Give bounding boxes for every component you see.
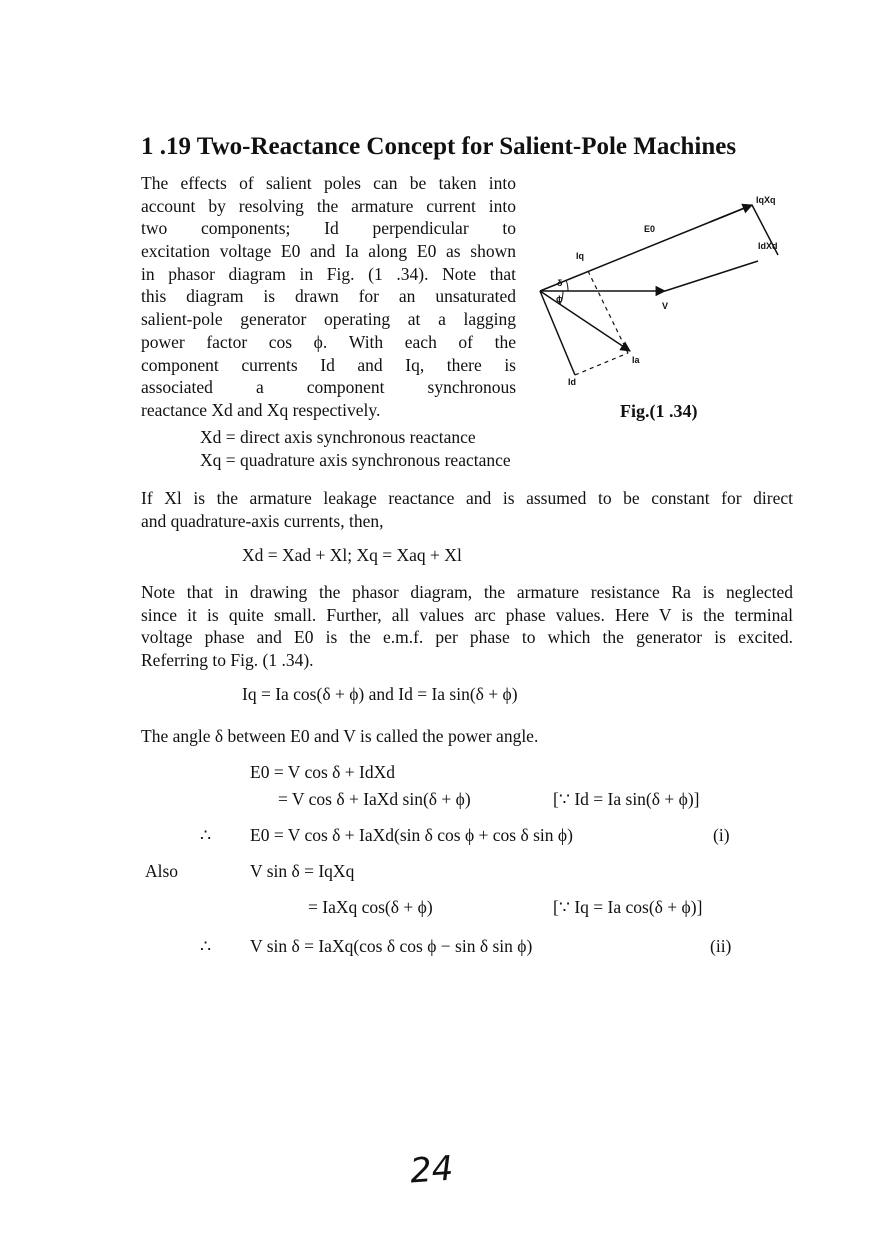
intro-line: this diagram is drawn for an unsaturated [141,286,516,307]
delta-arc [566,280,568,291]
label-idxd: IdXd [758,241,778,251]
section-title: 1 .19 Two-Reactance Concept for Salient-Pole Machines [141,133,737,160]
label-v: V [662,301,669,311]
intro-line: account by resolving the armature current into [141,195,516,216]
intro-line: power factor cos ϕ. With each of the [141,331,516,352]
equation-v-note: [∵ Iq = Ia cos(δ + ϕ)] [553,897,703,917]
figure-caption: Fig.(1 .34) [620,401,698,421]
power-angle-text: The angle δ between E0 and V is called the power angle. [141,726,539,746]
paragraph-line: Note that in drawing the phasor diagram, the armature resistance Ra is neglected [141,582,793,602]
iq-dashed-line [588,271,628,353]
idxd-line-2 [665,261,758,291]
label-iqxq: IqXq [756,195,776,205]
intro-line: excitation voltage E0 and Ia along E0 as shown [141,241,516,262]
label-id: Id [568,377,576,387]
paragraph-line: since it is quite small. Further, all values arc phase values. Here V is the terminal [141,604,793,625]
ia-phasor-line [540,291,630,351]
equation-v-line1: V sin δ = IqXq [250,861,355,881]
equation-e0-line1: E0 = V cos δ + IdXd [250,762,395,782]
definition-xd: Xd = direct axis synchronous reactance [200,427,476,447]
equation-tag-ii: (ii) [710,936,732,956]
therefore-symbol-2: ∴ [200,936,212,956]
equation-e0-line3: E0 = V cos δ + IaXd(sin δ cos ϕ + cos δ sin ϕ) [250,825,573,845]
intro-line: two components; Id perpendicular to [141,218,516,239]
page-number: 24 [408,1148,455,1192]
intro-line: reactance Xd and Xq respectively. [141,399,381,420]
therefore-symbol-1: ∴ [200,825,212,845]
equation-v-line2: = IaXq cos(δ + ϕ) [308,897,433,917]
label-iq: Iq [576,251,584,261]
id-dashed-line [575,353,628,375]
paragraph-line: voltage phase and E0 is the e.m.f. per phase to which the generator is excited. [141,627,793,647]
equation-e0-note: [∵ Id = Ia sin(δ + ϕ)] [553,789,700,809]
intro-paragraph [141,172,516,422]
note-paragraph [141,581,793,671]
intro-line: in phasor diagram in Fig. (1 .34). Note that [141,263,516,284]
equation-e0-line2: = V cos δ + IaXd sin(δ + ϕ) [278,789,471,809]
paragraph-line: Referring to Fig. (1 .34). [141,649,314,670]
phasor-diagram [530,185,800,400]
equation-v-line3: V sin δ = IaXq(cos δ cos ϕ − sin δ sin ϕ) [250,936,533,956]
equation-tag-i: (i) [713,825,730,845]
definition-xq: Xq = quadrature axis synchronous reactance [200,450,511,470]
label-e0: E0 [644,224,656,234]
paragraph-line: and quadrature-axis currents, then, [141,510,384,531]
intro-line: associated a component synchronous [141,377,516,398]
intro-line: component currents Id and Iq, there is [141,354,516,375]
label-ia: Ia [632,355,640,365]
leakage-paragraph [141,487,793,532]
intro-line: salient-pole generator operating at a lagging [141,309,516,330]
intro-line: The effects of salient poles can be taken into [141,173,516,193]
equation-reactance: Xd = Xad + Xl; Xq = Xaq + Xl [242,545,462,565]
label-phi: ϕ [556,294,563,304]
iqxq-phasor-line [710,205,752,222]
also-label: Also [145,861,179,881]
label-delta: δ [557,278,563,288]
equation-currents: Iq = Ia cos(δ + ϕ) and Id = Ia sin(δ + ϕ) [242,684,518,704]
paragraph-line: If Xl is the armature leakage reactance and is assumed to be constant for direct [141,488,793,508]
